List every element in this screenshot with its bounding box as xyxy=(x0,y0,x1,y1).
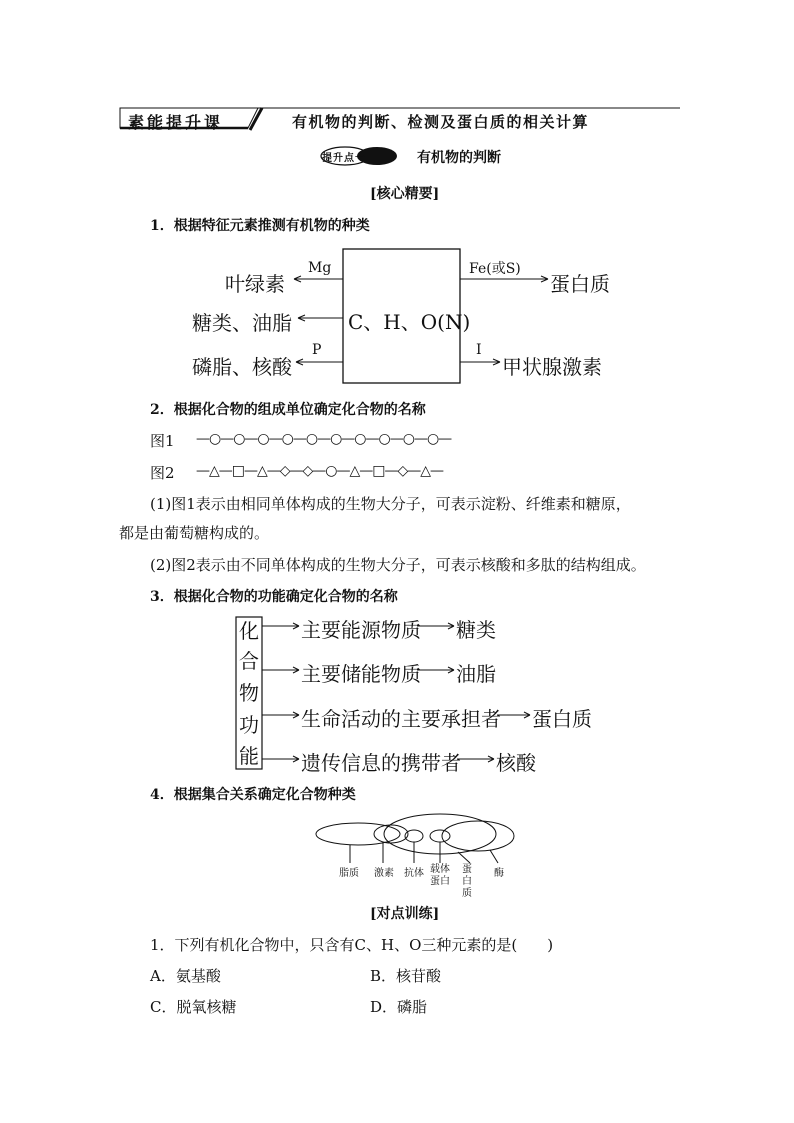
q1-option-c[interactable]: C．脱氧核糖 xyxy=(150,998,237,1016)
fig2-label: 图2 xyxy=(150,464,175,482)
fig1-label: 图1 xyxy=(150,432,175,450)
set-label-hormone: 激素 xyxy=(374,868,394,879)
function-4: 遗传信息的携带者 xyxy=(301,751,461,775)
set-diagram xyxy=(316,814,514,863)
core-heading: [核心精要] xyxy=(370,186,440,202)
left-label-1: 叶绿素 xyxy=(225,272,285,296)
compound-4: 核酸 xyxy=(496,751,536,775)
training-heading: [对点训练] xyxy=(370,906,440,922)
box-char-4: 功 xyxy=(239,713,259,737)
set-label-carrier: 载体蛋白 xyxy=(430,864,450,887)
set-enzyme xyxy=(442,821,514,851)
left-arrow-label-1: Mg xyxy=(308,260,332,276)
left-label-3: 磷脂、核酸 xyxy=(192,355,292,379)
set-label-lipid: 脂质 xyxy=(339,868,359,879)
function-3: 生命活动的主要承担者 xyxy=(301,707,501,731)
item4-title: 4．根据集合关系确定化合物种类 xyxy=(150,787,356,803)
note1-line1: (1)图1表示由相同单体构成的生物大分子，可表示淀粉、纤维素和糖原， xyxy=(150,495,631,513)
q1-option-b[interactable]: B．核苷酸 xyxy=(370,967,442,985)
set-label-protein: 蛋白质 xyxy=(462,864,472,899)
right-label-1: 蛋白质 xyxy=(550,272,610,296)
item1-title: 1．根据特征元素推测有机物的种类 xyxy=(150,218,370,234)
badge-label: 提升点一 xyxy=(322,153,366,164)
item2-title: 2．根据化合物的组成单位确定化合物的名称 xyxy=(150,402,426,418)
box-char-5: 能 xyxy=(239,744,259,768)
note2: (2)图2表示由不同单体构成的生物大分子，可表示核酸和多肽的结构组成。 xyxy=(150,556,646,574)
item3-title: 3．根据化合物的功能确定化合物的名称 xyxy=(150,589,398,605)
set-carrier xyxy=(430,830,450,842)
badge-title: 有机物的判断 xyxy=(417,150,501,166)
q1-option-a[interactable]: A．氨基酸 xyxy=(150,967,221,985)
center-elements: C、H、O(N) xyxy=(348,310,471,334)
box-char-2: 合 xyxy=(239,649,259,673)
right-arrow-label-1: Fe(或S) xyxy=(469,261,521,277)
q1-stem: 1．下列有机化合物中，只含有C、H、O三种元素的是( ) xyxy=(150,936,554,954)
left-label-2: 糖类、油脂 xyxy=(192,311,292,335)
page-title: 有机物的判断、检测及蛋白质的相关计算 xyxy=(292,113,590,131)
box-char-1: 化 xyxy=(239,619,259,643)
fig2-chain: —△—□—△—◇—◇—○—△—□—◇—△— xyxy=(196,463,444,479)
set-label-antibody: 抗体 xyxy=(404,868,424,879)
set-label-enzyme: 酶 xyxy=(494,868,504,879)
course-label: 素能提升课 xyxy=(128,113,224,132)
left-arrow-label-3: P xyxy=(312,342,322,358)
compound-1: 糖类 xyxy=(456,618,496,642)
compound-2: 油脂 xyxy=(456,662,496,686)
function-1: 主要能源物质 xyxy=(301,618,421,642)
q1-option-d[interactable]: D．磷脂 xyxy=(370,998,428,1016)
box-char-3: 物 xyxy=(239,681,259,705)
right-label-2: 甲状腺激素 xyxy=(502,355,602,379)
fig1-chain: —○—○—○—○—○—○—○—○—○—○— xyxy=(196,431,452,447)
compound-3: 蛋白质 xyxy=(532,707,592,731)
function-2: 主要储能物质 xyxy=(301,662,421,686)
note1-line2: 都是由葡萄糖构成的。 xyxy=(119,524,270,542)
right-arrow-label-2: I xyxy=(476,342,482,358)
